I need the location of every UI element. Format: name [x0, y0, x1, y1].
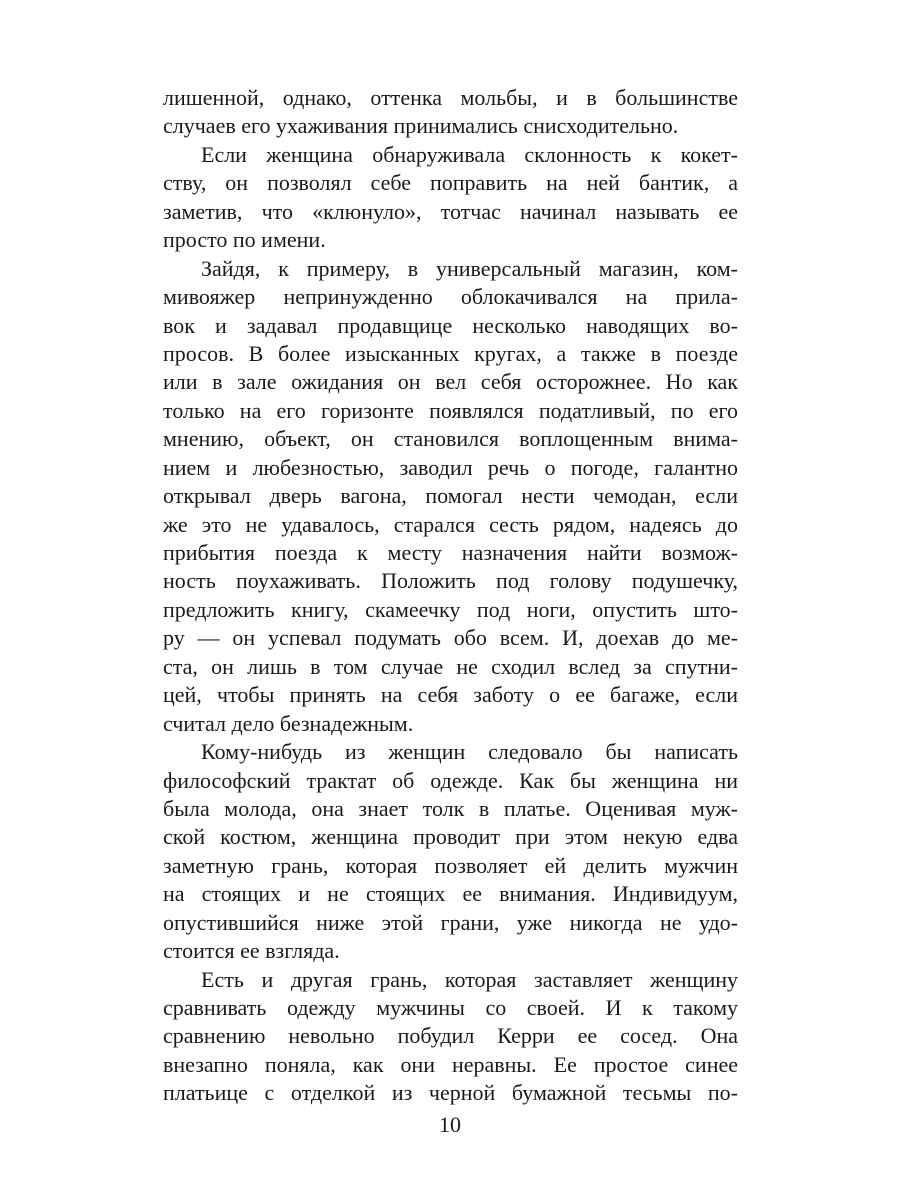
text-line: Зайдя, к примеру, в универсальный магазин, ком-	[201, 255, 738, 281]
text-line: платьице с отделкой из черной бумажной тесьмы по-	[163, 1080, 738, 1106]
text-line: сравнению невольно побудил Керри ее сосед. Она	[163, 1023, 738, 1049]
body-text	[163, 84, 738, 1108]
text-line: ста, он лишь в том случае не сходил вслед за спутни-	[163, 653, 738, 679]
text-line: только на его горизонте появлялся податливый, по его	[163, 397, 738, 423]
text-line: была молода, она знает толк в платье. Оценивая муж-	[163, 795, 738, 821]
page-number: 10	[439, 1112, 461, 1137]
text-line: стоится ее взгляда.	[163, 938, 340, 964]
text-line: на стоящих и не стоящих ее внимания. Индивидуум,	[163, 881, 738, 907]
text-line: открывал дверь вагона, помогал нести чемодан, если	[163, 483, 738, 509]
text-line: или в зале ожидания он вел себя осторожнее. Но как	[163, 369, 738, 395]
text-line: ской костюм, женщина проводит при этом некую едва	[163, 824, 738, 850]
text-line: считал дело безнадежным.	[163, 710, 414, 736]
text-line: философский трактат об одежде. Как бы женщина ни	[163, 767, 738, 793]
text-line: ру — он успевал подумать обо всем. И, доехав до ме-	[163, 625, 738, 651]
text-line: заметную грань, которая позволяет ей делить мужчин	[163, 852, 738, 878]
text-line: Есть и другая грань, которая заставляет женщину	[201, 966, 738, 992]
text-line: Кому-нибудь из женщин следовало бы написать	[201, 739, 738, 765]
text-line: заметив, что «клюнуло», тотчас начинал называть ее	[163, 198, 738, 224]
text-line: мивояжер непринужденно облокачивался на прила-	[163, 284, 738, 310]
text-line: внезапно поняла, как они неравны. Ее простое синее	[163, 1051, 738, 1077]
text-line: Если женщина обнаруживала склонность к кокет-	[201, 141, 738, 167]
text-line: нием и любезностью, заводил речь о погоде, галантно	[163, 454, 738, 480]
text-line: вок и задавал продавщице несколько наводящих во-	[163, 312, 738, 338]
text-line: ность поухаживать. Положить под голову подушечку,	[163, 568, 738, 594]
text-line: просов. В более изысканных кругах, а также в поезде	[163, 340, 738, 366]
text-line: ству, он позволял себе поправить на ней бантик, а	[163, 170, 738, 196]
text-line: опустившийся ниже этой грани, уже никогда не удо-	[163, 909, 738, 935]
text-line: просто по имени.	[163, 227, 326, 253]
text-line: мнению, объект, он становился воплощенным внима-	[163, 426, 738, 452]
text-line: же это не удавалось, старался сесть рядом, надеясь до	[163, 511, 738, 537]
text-line: цей, чтобы принять на себя заботу о ее багаже, если	[163, 682, 738, 708]
text-line: прибытия поезда к месту назначения найти возмож-	[163, 540, 738, 565]
text-line: случаев его ухаживания принимались снисходительно.	[163, 113, 679, 139]
text-line: лишенной, однако, оттенка мольбы, и в большинстве	[163, 85, 738, 110]
text-line: сравнивать одежду мужчины со своей. И к такому	[163, 995, 738, 1020]
text-line: предложить книгу, скамеечку под ноги, опустить што-	[163, 596, 738, 622]
